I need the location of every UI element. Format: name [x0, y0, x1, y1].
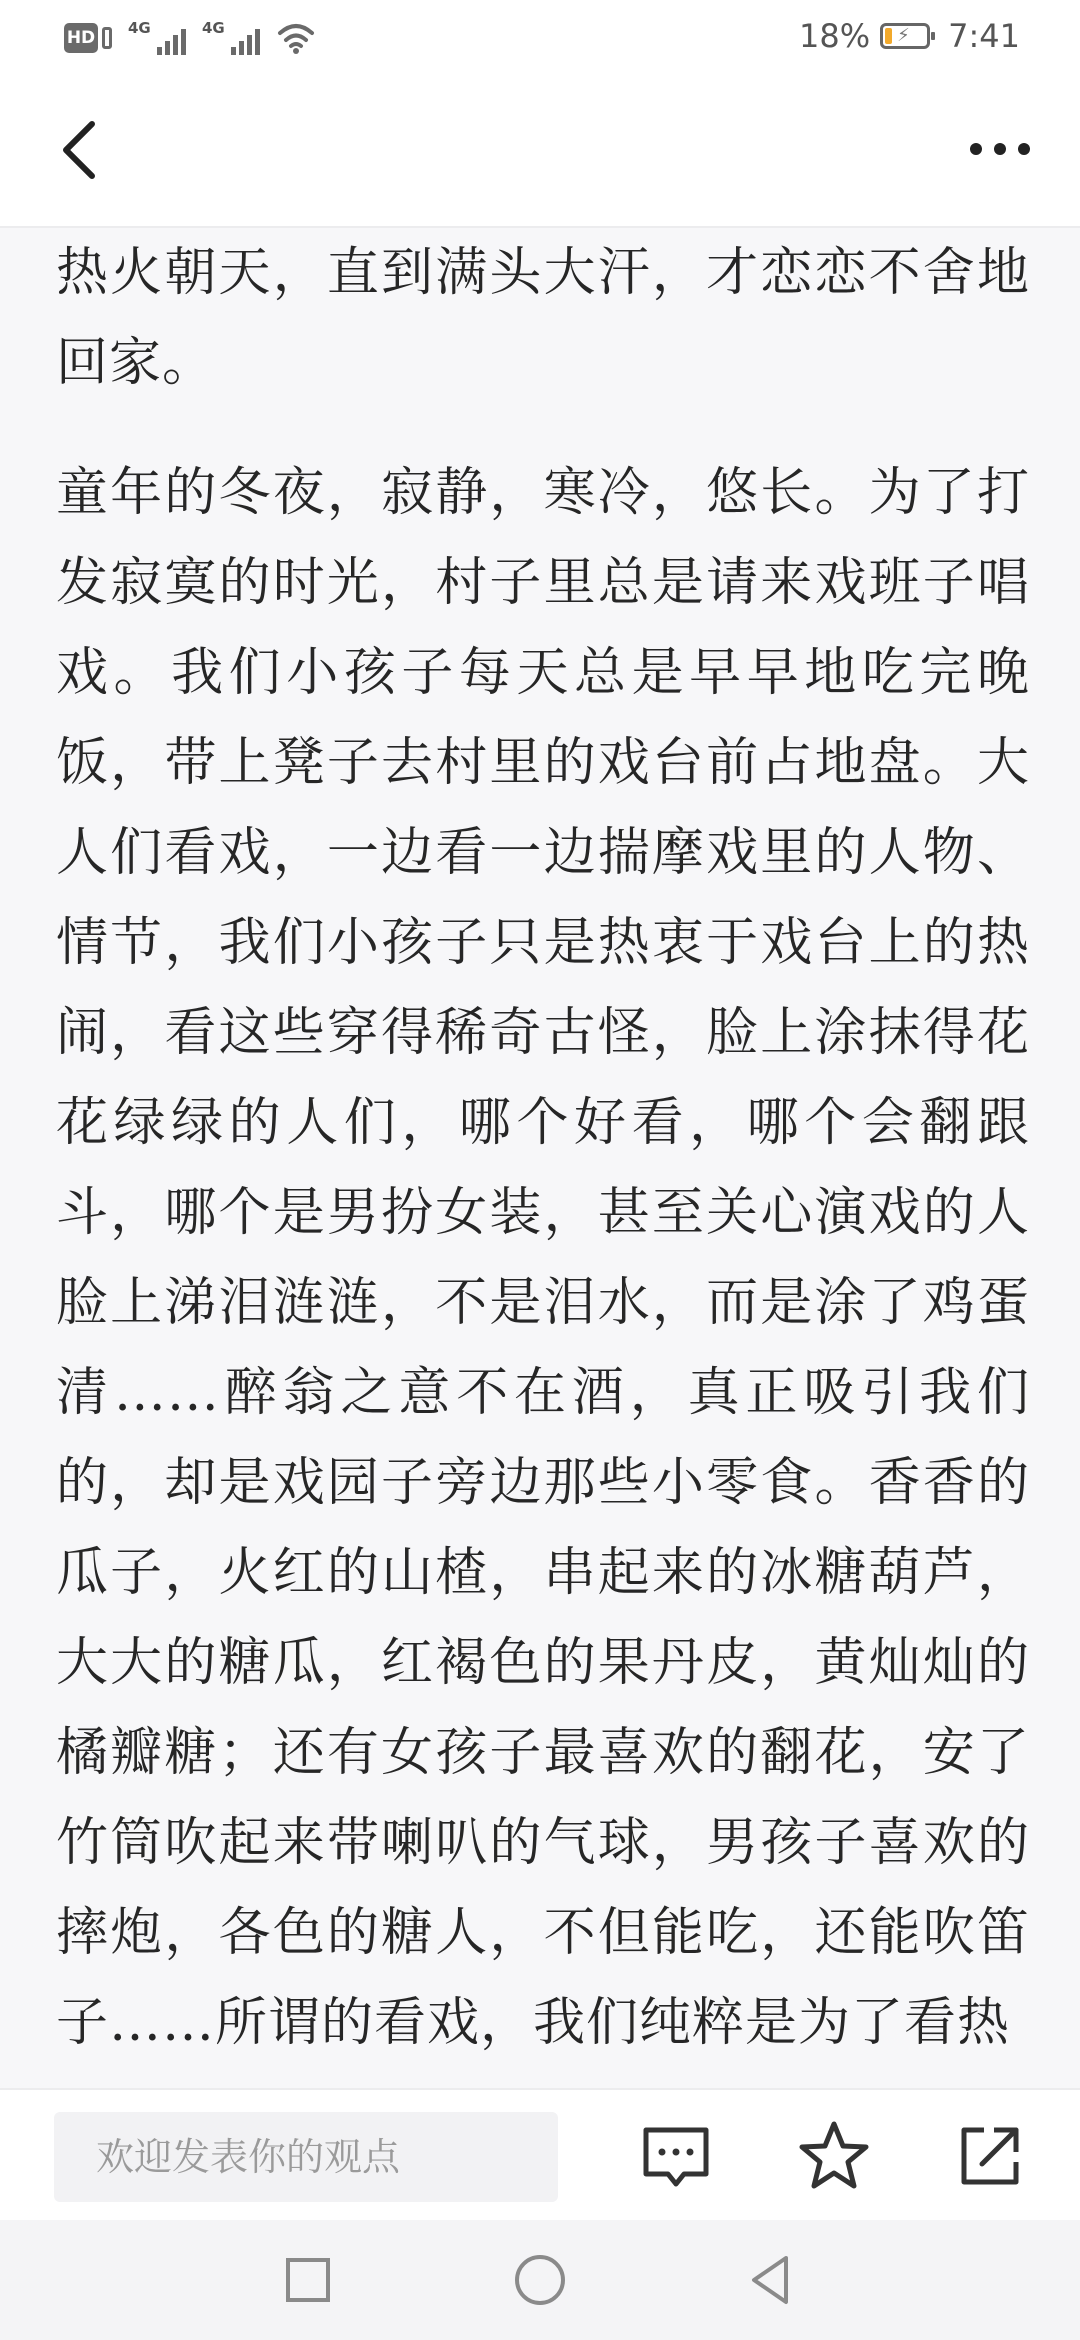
- home-circle-icon[interactable]: [508, 2248, 572, 2312]
- article-paragraph: 童年的冬夜，寂静，寒冷，悠长。为了打发寂寞的时光，村子里总是请来戏班子唱戏。我们小孩子每天总是早早地吃完晚饭，带上凳子去村里的戏台前占地盘。大人们看戏，一边看一边揣摩戏里的人物、情节，我们小孩子只是热衷于戏台上的热闹，看这些穿得稀奇古怪，脸上涂抹得花花绿绿的人们，哪个好看，哪个会翻跟斗，哪个是男扮女装，甚至关心演戏的人脸上涕泪涟涟，不是泪水，而是涂了鸡蛋清……醉翁之意不在酒，真正吸引我们的，却是戏园子旁边那些小零食。香香的瓜子，火红的山楂，串起来的冰糖葫芦，大大的糖瓜，红褐色的果丹皮，黄灿灿的橘瓣糖；还有女孩子最喜欢的翻花，安了竹筒吹起来带喇叭的气球，男孩子喜欢的摔炮，各色的糖人，不但能吃，还能吹笛子……所谓的看戏，我们纯粹是为了看热: [56, 463, 1030, 2053]
- comment-bar: [0, 2088, 1080, 2220]
- top-nav: [0, 74, 1080, 228]
- recents-square-icon[interactable]: [276, 2248, 340, 2312]
- article-body: [56, 228, 1030, 2088]
- sim-icon: [102, 27, 112, 49]
- back-triangle-icon[interactable]: [740, 2248, 804, 2312]
- battery-icon: [880, 23, 930, 49]
- battery-percent: 18%: [799, 17, 871, 55]
- article-paragraph: 热火朝天，直到满头大汗，才恋恋不舍地回家。: [56, 243, 1030, 393]
- charging-bolt-icon: ⚡: [897, 25, 910, 46]
- hd-badge: HD: [64, 23, 98, 53]
- signal-icon-1: [128, 21, 186, 55]
- clock: 7:41: [948, 17, 1020, 55]
- status-bar: [0, 0, 1080, 74]
- share-icon[interactable]: [950, 2116, 1030, 2196]
- network-type-2: 4G: [202, 19, 225, 37]
- chevron-left-icon[interactable]: [48, 112, 118, 188]
- network-type-1: 4G: [128, 19, 151, 37]
- comment-input[interactable]: [54, 2112, 558, 2202]
- star-icon[interactable]: [794, 2116, 874, 2196]
- more-horizontal-icon[interactable]: [960, 116, 1040, 182]
- battery-fill: [885, 28, 892, 44]
- comment-icon[interactable]: [636, 2116, 716, 2196]
- wifi-icon: [276, 21, 316, 55]
- status-left: [64, 18, 316, 58]
- signal-icon-2: [202, 21, 260, 55]
- status-right: [799, 14, 1020, 58]
- system-nav-bar: [0, 2220, 1080, 2340]
